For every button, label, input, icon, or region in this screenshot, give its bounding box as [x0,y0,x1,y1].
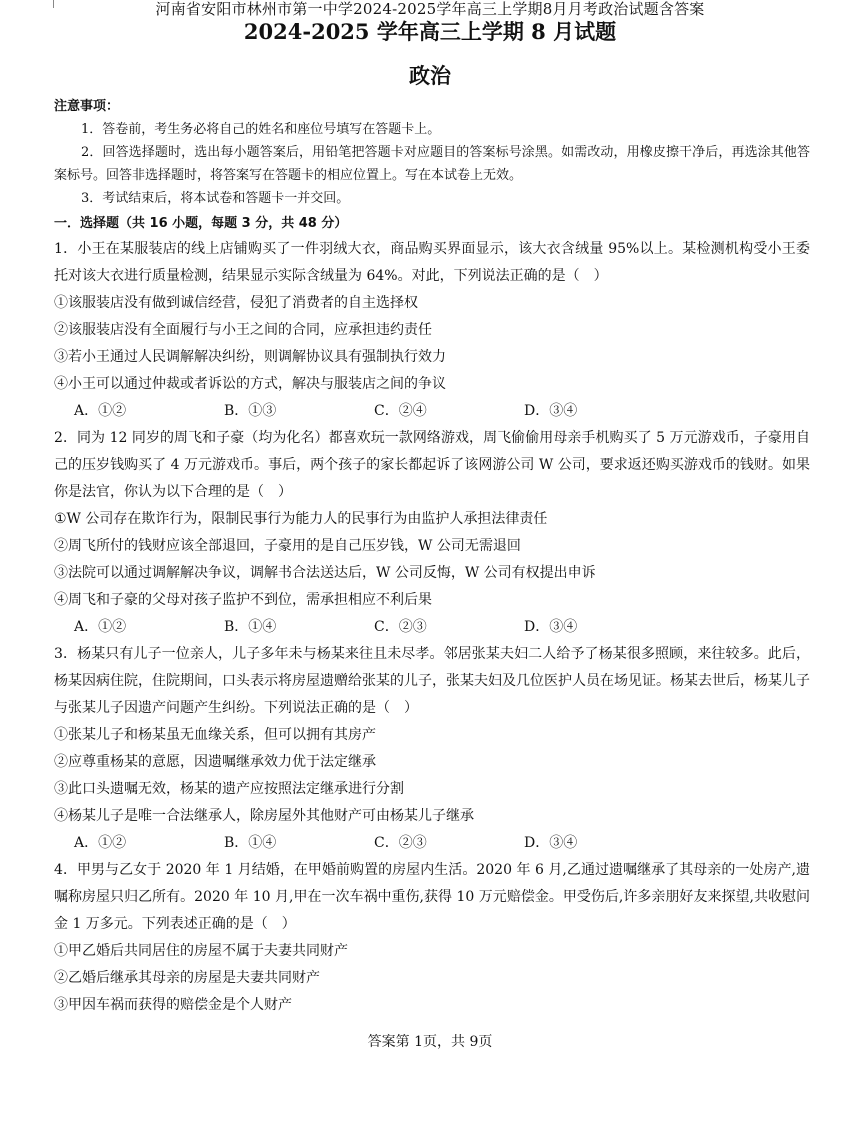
question-stem: 2．同为 12 同岁的周飞和子豪（均为化名）都喜欢玩一款网络游戏，周飞偷偷用母亲手机购买了 5 万元游戏币，子豪用自己的压岁钱购买了 4 万元游戏币。事后，两个孩子的家长都起诉了该网游公司 W 公司，要求返还购买游戏币的钱财。如果你是法官，你认为以下合理的是（ ） [54,430,810,500]
question-option: ②应尊重杨某的意愿，因遗嘱继承效力优于法定继承 [54,754,376,770]
page-footer: 答案第 1页，共 9页 [367,1034,493,1050]
question-option: ②该服装店没有全面履行与小王之间的合同，应承担违约责任 [54,322,432,338]
note-item: 1．答卷前，考生务必将自己的姓名和座位号填写在答题卡上。 [81,122,441,137]
question-option: ③甲因车祸而获得的赔偿金是个人财产 [54,997,292,1013]
source-header: 河南省安阳市林州市第一中学2024-2025学年高三上学期8月月考政治试题含答案 [155,0,705,18]
choice-d: D．③④ [524,403,578,419]
question-option: ③此口头遗嘱无效，杨某的遗产应按照法定继承进行分割 [54,781,404,797]
choice-c: C．②④ [374,403,427,419]
question-option: ②乙婚后继承其母亲的房屋是夫妻共同财产 [54,970,320,986]
exam-title: 2024-2025 学年高三上学期 8 月试题 [243,19,617,44]
choice-b: B．①④ [224,835,277,851]
question-4 [54,857,810,1019]
choice-a: A．①② [74,403,127,419]
question-option: ④周飞和子豪的父母对孩子监护不到位，需承担相应不利后果 [54,592,432,608]
question-option: ③若小王通过人民调解解决纠纷，则调解协议具有强制执行效力 [54,349,446,365]
section-title: 一．选择题（共 16 小题，每题 3 分，共 48 分） [54,216,348,231]
choice-a: A．①② [74,835,127,851]
question-2 [54,425,810,641]
choice-a: A．①② [74,619,127,635]
answer-choices [54,830,810,857]
answer-choices [54,614,810,641]
note-item: 3．考试结束后，将本试卷和答题卡一并交回。 [81,191,350,206]
question-stem: 1．小王在某服装店的线上店铺购买了一件羽绒大衣，商品购买界面显示，该大衣含绒量 95%以上。某检测机构受小王委托对该大衣进行质量检测，结果显示实际含绒量为 64%。对此，下列说法正确的是（ ） [54,241,810,284]
question-3 [54,641,810,857]
question-option: ④小王可以通过仲裁或者诉讼的方式，解决与服装店之间的争议 [54,376,446,392]
question-option: ②周飞所付的钱财应该全部退回，子豪用的是自己压岁钱，W 公司无需退回 [54,538,521,554]
question-option: ①W 公司存在欺诈行为，限制民事行为能力人的民事行为由监护人承担法律责任 [54,511,548,527]
choice-c: C．②③ [374,835,427,851]
question-option: ①甲乙婚后共同居住的房屋不属于夫妻共同财产 [54,943,348,959]
question-option: ④杨某儿子是唯一合法继承人，除房屋外其他财产可由杨某儿子继承 [54,808,474,824]
question-1 [54,236,810,425]
choice-c: C．②③ [374,619,427,635]
subject-title: 政治 [409,63,451,88]
question-stem: 4．甲男与乙女于 2020 年 1 月结婚，在甲婚前购置的房屋内生活。2020 年 6 月,乙通过遗嘱继承了其母亲的一处房产,遗嘱称房屋只归乙所有。2020 年 10 月,甲在一次车祸中重伤,获得 10 万元赔偿金。甲受伤后,许多亲朋好友来探望,共收慰问金 1 万多元。下列表述正确的是（ ） [54,862,810,932]
choice-d: D．③④ [524,619,578,635]
notes-title: 注意事项： [54,99,120,114]
note-item: 2．回答选择题时，选出每小题答案后，用铅笔把答题卡对应题目的答案标号涂黑。如需改动，用橡皮擦干净后，再选涂其他答案标号。回答非选择题时，将答案写在答题卡的相应位置上。写在本试卷上无效。 [54,145,810,183]
choice-b: B．①④ [224,619,277,635]
question-option: ①该服装店没有做到诚信经营，侵犯了消费者的自主选择权 [54,295,418,311]
exam-content [54,96,810,1019]
question-option: ①张某儿子和杨某虽无血缘关系，但可以拥有其房产 [54,727,376,743]
choice-b: B．①③ [224,403,277,419]
question-stem: 3．杨某只有儿子一位亲人，儿子多年未与杨某来往且未尽孝。邻居张某夫妇二人给予了杨某很多照顾，来往较多。此后，杨某因病住院，住院期间，口头表示将房屋遗赠给张某的儿子，张某夫妇及几位医护人员在场见证。杨某去世后，杨某儿子与张某儿子因遗产问题产生纠纷。下列说法正确的是（ ） [54,646,810,716]
answer-choices [54,398,810,425]
question-option: ③法院可以通过调解解决争议，调解书合法送达后，W 公司反悔，W 公司有权提出申诉 [54,565,596,581]
choice-d: D．③④ [524,835,578,851]
